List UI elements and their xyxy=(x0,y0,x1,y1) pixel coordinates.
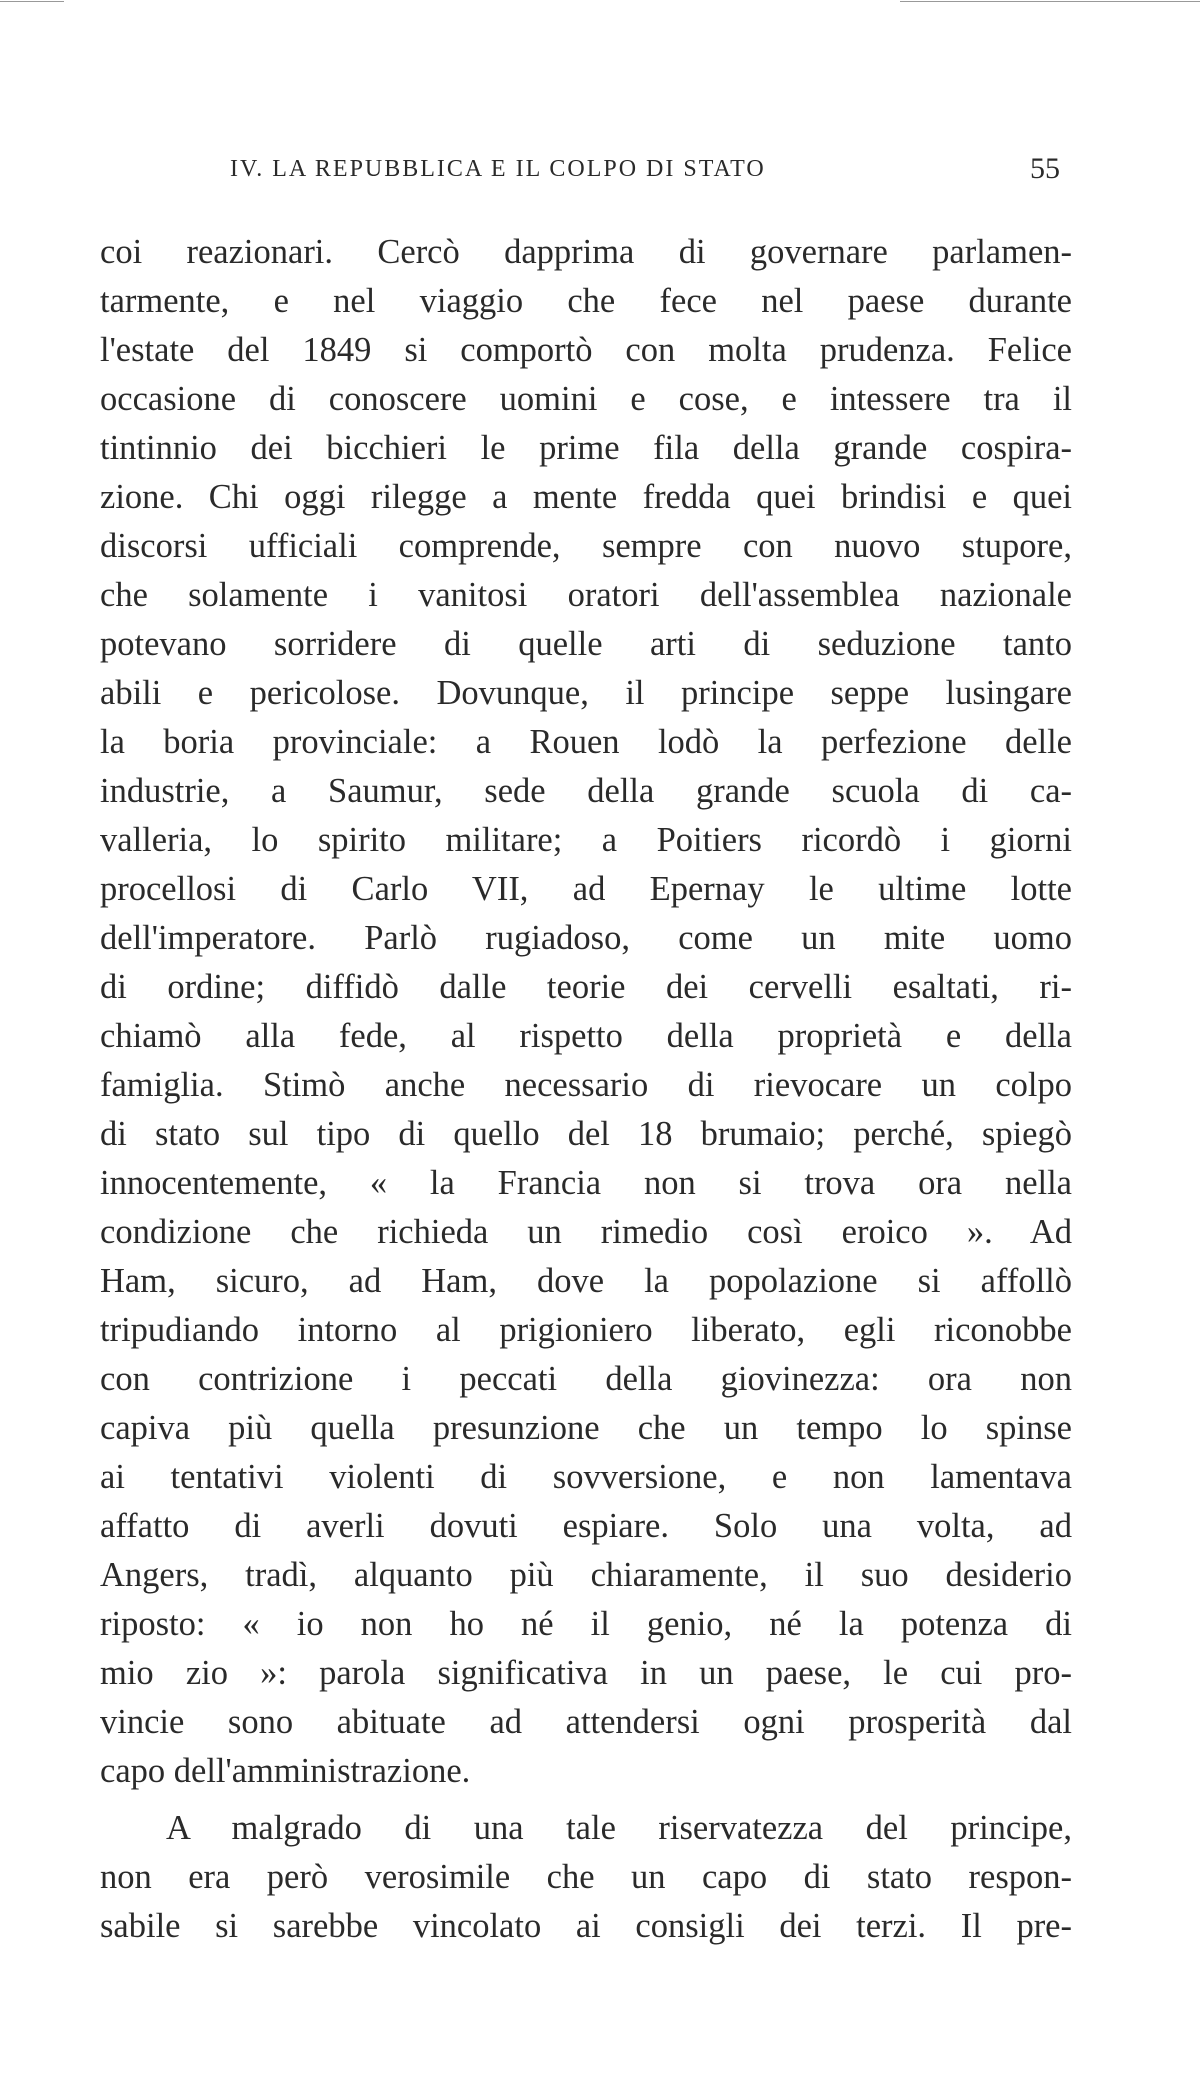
text-line: capo dell'amministrazione. xyxy=(100,1752,471,1790)
page-edge-rule-left xyxy=(0,1,64,2)
page-number: 55 xyxy=(1030,152,1060,185)
paragraph-gap xyxy=(100,1796,1072,1804)
text-line: l'estate del 1849 si comportò con molta prudenza. Felice xyxy=(100,331,1072,369)
text-line: sabile si sarebbe vincolato ai consigli dei terzi. Il pre- xyxy=(100,1907,1072,1945)
text-line: vincie sono abituate ad attendersi ogni prosperità dal xyxy=(100,1703,1072,1741)
text-line: affatto di averli dovuti espiare. Solo una volta, ad xyxy=(100,1507,1072,1545)
text-line: con contrizione i peccati della giovinezza: ora non xyxy=(100,1360,1072,1398)
text-line: la boria provinciale: a Rouen lodò la perfezione delle xyxy=(100,723,1072,761)
text-line: occasione di conoscere uomini e cose, e intessere tra il xyxy=(100,380,1072,418)
text-line: procellosi di Carlo VII, ad Epernay le ultime lotte xyxy=(100,870,1072,908)
text-line: valleria, lo spirito militare; a Poitiers ricordò i giorni xyxy=(100,821,1072,859)
text-line: non era però verosimile che un capo di stato respon- xyxy=(100,1858,1072,1896)
text-line: coi reazionari. Cercò dapprima di governare parlamen- xyxy=(100,233,1072,271)
text-line: potevano sorridere di quelle arti di seduzione tanto xyxy=(100,625,1072,663)
text-line: A malgrado di una tale riservatezza del principe, xyxy=(166,1809,1072,1847)
text-line: ai tentativi violenti di sovversione, e non lamentava xyxy=(100,1458,1072,1496)
text-line: chiamò alla fede, al rispetto della proprietà e della xyxy=(100,1017,1072,1055)
text-line: Ham, sicuro, ad Ham, dove la popolazione si affollò xyxy=(100,1262,1072,1300)
text-line: tintinnio dei bicchieri le prime fila della grande cospira- xyxy=(100,429,1072,467)
text-line: capiva più quella presunzione che un tempo lo spinse xyxy=(100,1409,1072,1447)
text-line: industrie, a Saumur, sede della grande scuola di ca- xyxy=(100,772,1072,810)
text-line: famiglia. Stimò anche necessario di rievocare un colpo xyxy=(100,1066,1072,1104)
chapter-title: IV. LA REPUBBLICA E IL COLPO DI STATO xyxy=(230,156,766,182)
text-line: di stato sul tipo di quello del 18 brumaio; perché, spiegò xyxy=(100,1115,1072,1153)
text-line: che solamente i vanitosi oratori dell'assemblea nazionale xyxy=(100,576,1072,614)
page-edge-rule-right xyxy=(900,1,1200,2)
text-line: Angers, tradì, alquanto più chiaramente, il suo desiderio xyxy=(100,1556,1072,1594)
text-line: abili e pericolose. Dovunque, il principe seppe lusingare xyxy=(100,674,1072,712)
text-line: riposto: « io non ho né il genio, né la potenza di xyxy=(100,1605,1072,1643)
body-text xyxy=(100,228,1072,1951)
text-line: tarmente, e nel viaggio che fece nel paese durante xyxy=(100,282,1072,320)
text-line: zione. Chi oggi rilegge a mente fredda quei brindisi e quei xyxy=(100,478,1072,516)
text-line: discorsi ufficiali comprende, sempre con nuovo stupore, xyxy=(100,527,1072,565)
text-line: condizione che richieda un rimedio così eroico ». Ad xyxy=(100,1213,1072,1251)
running-head xyxy=(100,150,1060,190)
paragraph xyxy=(100,228,1072,1796)
text-line: di ordine; diffidò dalle teorie dei cervelli esaltati, ri- xyxy=(100,968,1072,1006)
text-line: innocentemente, « la Francia non si trova ora nella xyxy=(100,1164,1072,1202)
paragraph xyxy=(100,1804,1072,1951)
text-line: tripudiando intorno al prigioniero liberato, egli riconobbe xyxy=(100,1311,1072,1349)
text-line: mio zio »: parola significativa in un paese, le cui pro- xyxy=(100,1654,1072,1692)
text-line: dell'imperatore. Parlò rugiadoso, come un mite uomo xyxy=(100,919,1072,957)
